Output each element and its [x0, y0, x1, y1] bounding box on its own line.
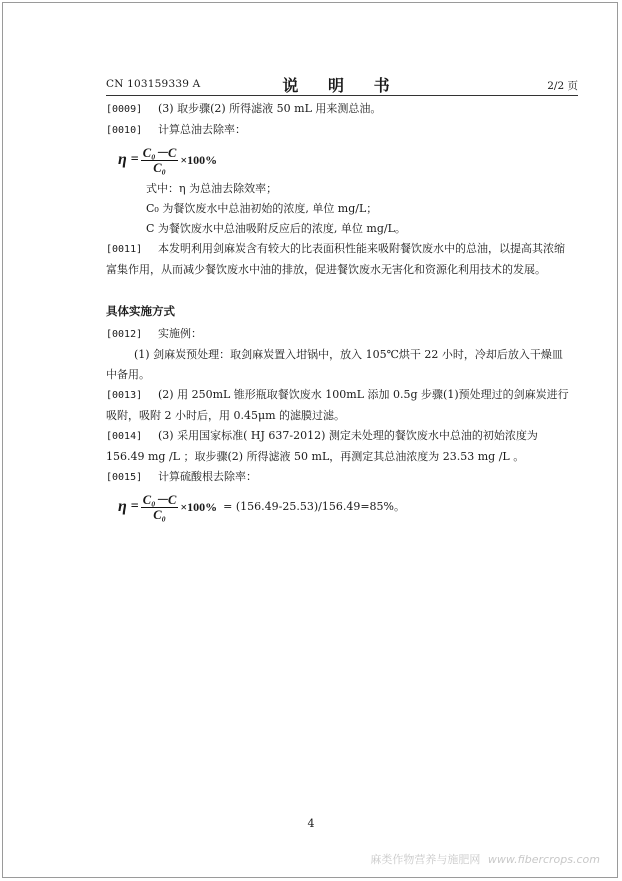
- definition-line: C₀ 为餐饮废水中总油初始的浓度, 单位 mg/L；: [146, 202, 378, 215]
- times-100-percent: ×100%: [180, 153, 218, 167]
- document-title: 说 明 书: [282, 76, 402, 95]
- paragraph-number: [0009]: [106, 104, 143, 115]
- watermark-url: www.fibercrops.com: [487, 853, 600, 866]
- paragraph-number: [0010]: [106, 125, 143, 136]
- paragraph-0013: [106, 385, 572, 426]
- calculation-result: = (156.49-25.53)/156.49=85%。: [223, 500, 406, 513]
- paragraph-0010: [106, 120, 572, 141]
- paragraph-text: 计算总油去除率：: [158, 123, 246, 136]
- definition-line: C 为餐饮废水中总油吸附反应后的浓度, 单位 mg/L。: [146, 222, 406, 235]
- fraction: [141, 146, 179, 175]
- eta-symbol: η: [118, 498, 127, 515]
- paragraph-0015: [106, 467, 572, 488]
- watermark: [370, 851, 600, 867]
- paragraph-text: 计算硫酸根去除率：: [158, 470, 257, 483]
- fraction-numerator: C₀－C: [142, 145, 177, 160]
- section-title: 具体实施方式: [106, 304, 175, 318]
- equals-sign: =: [130, 499, 139, 514]
- page-of: 2/2 页: [547, 80, 578, 92]
- definition-line: 式中：η 为总油去除效率；: [146, 182, 278, 195]
- page-header: [106, 76, 578, 94]
- paragraph-text: (3) 取步骤(2) 所得滤液 50 mL 用来测总油。: [158, 102, 382, 115]
- patent-number: CN 103159339 A: [106, 78, 201, 90]
- paragraph-0011: [106, 239, 572, 280]
- paragraph-text: 实施例：: [158, 327, 202, 340]
- fraction: [141, 493, 179, 522]
- paragraph-0014: [106, 426, 572, 467]
- header-rule: [106, 95, 578, 96]
- paragraph-number: [0011]: [106, 244, 143, 255]
- paragraph-number: [0015]: [106, 472, 143, 483]
- paragraph-0012-step1: (1) 剑麻炭预处理：取剑麻炭置入坩锅中，放入 105℃烘干 22 小时，冷却后放入干燥皿中备用。: [106, 348, 563, 381]
- removal-rate-formula: [118, 141, 217, 179]
- watermark-site-name: 麻类作物营养与施肥网: [370, 853, 481, 866]
- paragraph-0009: [106, 99, 572, 120]
- paragraph-number: [0012]: [106, 329, 143, 340]
- equals-sign: =: [130, 152, 139, 167]
- paragraph-text: 本发明利用剑麻炭含有较大的比表面积性能来吸附餐饮废水中的总油，以提高其浓缩富集作用，从而减少餐饮废水中油的排放，促进餐饮废水无害化和资源化利用技术的发展。: [106, 242, 565, 276]
- times-100-percent: ×100%: [180, 500, 218, 514]
- document-body: [106, 99, 572, 526]
- paragraph-text: (2) 用 250mL 锥形瓶取餐饮废水 100mL 添加 0.5g 步骤(1)预处理过的剑麻炭进行吸附，吸附 2 小时后，用 0.45μm 的滤膜过滤。: [106, 388, 569, 422]
- fraction-numerator: C₀－C: [142, 492, 177, 507]
- eta-symbol: η: [118, 151, 127, 168]
- fraction-denominator: C₀: [153, 160, 166, 175]
- sulfate-removal-formula: [118, 488, 405, 526]
- page-number: 4: [307, 817, 315, 830]
- paragraph-number: [0013]: [106, 390, 143, 401]
- paragraph-0012: [106, 324, 572, 345]
- paragraph-text: (3) 采用国家标准( HJ 637-2012) 测定未处理的餐饮废水中总油的初始浓度为 156.49 mg /L ；取步骤(2) 所得滤液 50 mL，再测定其总油浓度为 23.53 mg /L 。: [106, 429, 538, 463]
- fraction-denominator: C₀: [153, 507, 166, 522]
- paragraph-number: [0014]: [106, 431, 143, 442]
